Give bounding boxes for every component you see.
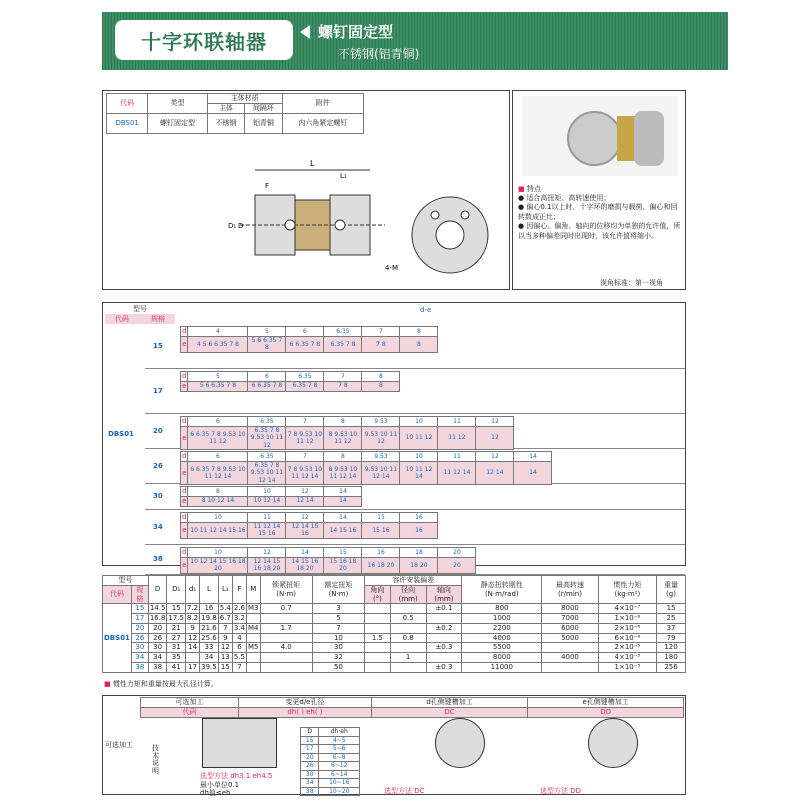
de-cell: 7 bbox=[286, 417, 324, 427]
de-cell: 15 16 18 20 bbox=[324, 557, 362, 573]
spec-cell: M3 bbox=[248, 604, 259, 613]
spec-cell bbox=[365, 653, 391, 663]
spec-cell bbox=[365, 662, 391, 672]
tech-note-label: 技术说明 bbox=[152, 744, 159, 776]
spec-cell bbox=[365, 643, 391, 653]
option-note-1: 选型方法 dh3.1 eh4.5 bbox=[200, 772, 273, 780]
de-cell: 10 bbox=[400, 452, 438, 462]
option-note-3: dh值≤eh bbox=[200, 789, 231, 797]
table-row bbox=[103, 623, 686, 633]
de-cell: 11 12 bbox=[438, 426, 476, 450]
keyway-cell: dh·eh bbox=[319, 728, 360, 737]
table-row bbox=[103, 662, 686, 672]
svg-text:D: D bbox=[238, 222, 244, 230]
size-spec: 38 bbox=[153, 555, 163, 563]
spec-cell: 33 bbox=[200, 643, 219, 653]
keyway-cell: D bbox=[301, 728, 319, 737]
de-cell: 8 bbox=[400, 327, 438, 337]
de-cell: 10 12 14 bbox=[248, 496, 286, 506]
de-cell: 14 bbox=[324, 496, 362, 506]
spec-cell: 256 bbox=[657, 662, 686, 672]
de-cell: 16 bbox=[362, 548, 400, 558]
de-cell: 5 6 6.35 7 8 bbox=[188, 381, 248, 391]
spec-cell bbox=[186, 653, 200, 663]
spec-cell: 13 bbox=[218, 653, 232, 663]
de-cell: 6.35 7 8 9.53 10 11 12 bbox=[248, 426, 286, 450]
de-cell: 14 bbox=[324, 513, 362, 523]
spec-cell: 4×10⁻⁷ bbox=[598, 604, 656, 614]
spec-cell bbox=[260, 633, 312, 643]
table-row bbox=[103, 643, 686, 653]
table-row bbox=[103, 614, 686, 624]
de-cell: 6 6.35 7 8 9.53 10 11 12 14 bbox=[188, 461, 248, 485]
spec-cell bbox=[390, 662, 426, 672]
spec-cell: ±0.1 bbox=[426, 604, 462, 614]
spec-cell: 16.8 bbox=[149, 614, 166, 622]
spec-cell bbox=[260, 614, 312, 624]
table-row bbox=[103, 604, 686, 614]
de-cell: 8 bbox=[324, 417, 362, 427]
size-code: DBS01 bbox=[108, 430, 134, 438]
spec-cell: 14.5 bbox=[149, 604, 166, 613]
size-row bbox=[145, 414, 685, 449]
spec-cell: 12 bbox=[186, 633, 200, 643]
de-cell: 9.53 10 11 12 14 bbox=[362, 461, 400, 485]
de-cell: 18 bbox=[400, 548, 438, 558]
spec-cell: 4×10⁻⁵ bbox=[598, 653, 656, 663]
option-drawing-1 bbox=[202, 718, 277, 768]
spec-cell: 6.7 bbox=[219, 614, 231, 622]
de-cell: 12 14 15 16 bbox=[286, 522, 324, 538]
spec-cell: 11000 bbox=[462, 662, 542, 672]
keyway-drawing-dd bbox=[588, 718, 638, 768]
spec-cell: 800 bbox=[462, 604, 542, 614]
de-cell: 8 bbox=[188, 487, 248, 497]
type-table: 代码 类型 主体材质 附件 主体 间隔环 DBS01 螺钉固定型 不锈钢 铝青铜 内六角紧定螺钉 bbox=[106, 93, 364, 134]
spec-cell bbox=[390, 643, 426, 653]
de-cell: 11 12 14 15 16 bbox=[248, 522, 286, 538]
de-cell: 11 12 14 bbox=[438, 461, 476, 485]
spec-cell: 19.8 bbox=[201, 614, 217, 622]
de-cell: 6.35 7 8 bbox=[324, 336, 362, 352]
spec-cell bbox=[247, 633, 261, 643]
de-cell: 10 bbox=[400, 417, 438, 427]
spec-cell: 1.7 bbox=[260, 623, 312, 633]
spec-cell: 5000 bbox=[542, 633, 598, 643]
keyway-cell: 10~20 bbox=[319, 787, 360, 796]
de-table: d 8 10 12 14 e 8 10 12 14 10 12 14 12 14 14 bbox=[180, 486, 362, 507]
de-cell: 8 9.53 10 11 12 bbox=[324, 426, 362, 450]
de-cell: 12 bbox=[248, 548, 286, 558]
spec-cell: 4 bbox=[232, 633, 246, 643]
spec-cell: 34 bbox=[148, 653, 167, 663]
de-cell: 6.35 bbox=[324, 327, 362, 337]
de-cell: 12 bbox=[286, 513, 324, 523]
spec-cell: 38 bbox=[131, 662, 148, 672]
de-cell: 18 20 bbox=[400, 557, 438, 573]
de-cell: 7 bbox=[286, 452, 324, 462]
de-cell: 10 11 12 bbox=[400, 426, 438, 450]
keyway-cell: 26 bbox=[301, 762, 319, 771]
spec-cell: 26 bbox=[131, 633, 148, 643]
spec-cell: 10 bbox=[312, 633, 364, 643]
size-row bbox=[145, 324, 685, 369]
spec-cell bbox=[247, 662, 261, 672]
svg-text:D₁: D₁ bbox=[228, 222, 237, 230]
option-select-dd: 选型方法 DD bbox=[540, 787, 582, 795]
product-photo bbox=[522, 96, 678, 176]
spec-cell: 5.4 bbox=[219, 604, 231, 613]
spec-cell: 25.6 bbox=[201, 633, 217, 642]
de-cell: 14 15 16 bbox=[324, 522, 362, 538]
de-cell: 12 bbox=[476, 417, 514, 427]
de-cell: 12 14 bbox=[476, 461, 514, 485]
page-title: 十字环联轴器 bbox=[115, 20, 293, 60]
spec-cell: 6000 bbox=[542, 623, 598, 633]
spec-cell: 3.4 bbox=[233, 623, 246, 632]
size-spec: 15 bbox=[153, 341, 163, 350]
de-cell: 7 8 9.53 10 11 12 14 bbox=[286, 461, 324, 485]
de-cell: 10 bbox=[188, 513, 248, 523]
spec-cell bbox=[260, 662, 312, 672]
keyway-cell: 30 bbox=[301, 770, 319, 779]
de-cell: 15 bbox=[362, 513, 400, 523]
spec-cell: 2.6 bbox=[233, 604, 246, 613]
spec-cell bbox=[390, 604, 426, 614]
spec-cell: 50 bbox=[312, 662, 364, 672]
spec-cell: M4 bbox=[248, 623, 259, 632]
size-row bbox=[145, 510, 685, 545]
spec-cell: ±0.3 bbox=[426, 643, 462, 653]
spec-cell: 6 bbox=[232, 643, 246, 653]
spec-cell: 15 bbox=[167, 604, 186, 614]
product-subtitle: 螺钉固定型 bbox=[318, 23, 394, 41]
features-list: ■ 特点 ● 适合高扭矩、高转速使用； ● 偏心0.1以上时，十字环的磨损与载荷、偏心和回转数成正比； ● 因偏心、偏角、轴向的位移均为单独的允许值，所以当多种偏差同时出现时，该允许值将缩小。 bbox=[518, 185, 681, 240]
svg-text:4-M: 4-M bbox=[385, 264, 399, 272]
spec-cell: 7.2 bbox=[187, 604, 199, 613]
spec-cell: 7000 bbox=[542, 614, 598, 624]
de-cell: 6.35 bbox=[248, 452, 286, 462]
spec-cell: 0.8 bbox=[390, 633, 426, 643]
keyway-cell: 5~6 bbox=[319, 745, 360, 754]
de-cell: 6 bbox=[286, 327, 324, 337]
de-cell: 9.53 bbox=[362, 452, 400, 462]
view-standard: 视角标准：第一视角 bbox=[600, 279, 663, 287]
spec-cell: 1000 bbox=[462, 614, 542, 624]
svg-text:F: F bbox=[265, 182, 270, 190]
de-cell: 20 bbox=[438, 548, 476, 558]
spec-cell: 32 bbox=[312, 653, 364, 663]
de-cell: 12 bbox=[286, 487, 324, 497]
spec-cell: 37 bbox=[657, 623, 686, 633]
spec-cell: 5500 bbox=[462, 643, 542, 653]
spec-cell: 20 bbox=[131, 623, 148, 633]
option-note-2: 最小单位0.1 bbox=[200, 781, 240, 789]
spec-cell: 2200 bbox=[462, 623, 542, 633]
de-cell: 6 6.35 7 8 bbox=[286, 336, 324, 352]
de-cell: 8 9.53 10 11 12 14 bbox=[324, 461, 362, 485]
de-cell: 12 bbox=[476, 426, 514, 450]
de-cell: 8 bbox=[362, 381, 400, 391]
spec-cell: 3.2 bbox=[233, 614, 246, 622]
size-model-head: 型号 代码 规格 bbox=[105, 304, 175, 324]
spec-cell: 5 bbox=[312, 614, 364, 624]
table-row bbox=[103, 633, 686, 643]
spec-cell: 31 bbox=[167, 643, 186, 653]
de-cell: 10 12 14 15 16 18 20 bbox=[188, 557, 248, 573]
spec-cell: 8.2 bbox=[187, 614, 199, 622]
spec-cell bbox=[365, 623, 391, 633]
table-row bbox=[103, 653, 686, 663]
size-spec: 17 bbox=[153, 386, 163, 395]
size-row bbox=[145, 449, 685, 484]
de-table: d 10 12 14 15 16 18 20 e 10 12 14 15 16 18 20 12 14 15 16 18 20 14 15 16 18 20 15 16 18 20 16 18 20 18 20 20 bbox=[180, 547, 476, 574]
de-cell: 6 bbox=[188, 417, 248, 427]
spec-cell: 30 bbox=[312, 643, 364, 653]
spec-table: 型号 D D₁ d₁ L L₁ F M 锁紧扭矩 (N·m) 额定扭矩 (N·m) 容许安装偏差 静态扭转刚性 (N·m/rad) 最高转速 (r/min) 惯性力矩 (kg·m²) 重量 (g) 代码 规格 角向(°) 径向(mm) 轴向(mm) DBS01 15 14.5 15 7.2 16 5.4 2.6 M3 0.7 3 ±0.1 800 8000 4×10⁻⁷ 15 17 16.8 17.5 8.2 19.8 6.7 3.2 5 0.5 1000 7000 1×10⁻⁶ 25 20 20 21 9 21.6 7 3.4 M4 1.7 7 ±0.2 2200 6000 2×10⁻⁶ 37 26 26 27 12 25.6 9 4 10 1.5 0.8 4000 5000 6×10⁻⁶ 79 30 30 31 14 33 12 6 M5 4.0 30 ±0.3 5500 2×10⁻⁵ 120 34 34 35 34 13 5.5 32 1 8000 4000 4×10⁻⁵ 180 38 38 41 17 39.5 15 7 50 ±0.3 11000 1×10⁻⁵ 256 bbox=[102, 575, 686, 673]
spec-cell: 6×10⁻⁶ bbox=[598, 633, 656, 643]
spec-cell: ±0.3 bbox=[426, 662, 462, 672]
spec-cell: 26 bbox=[148, 633, 167, 643]
spec-cell bbox=[426, 653, 462, 663]
spec-cell: 5.5 bbox=[233, 653, 246, 661]
de-cell: 14 bbox=[514, 452, 552, 462]
spec-cell bbox=[260, 653, 312, 663]
de-cell: 16 bbox=[400, 513, 438, 523]
spec-cell: 16 bbox=[200, 604, 219, 614]
keyway-cell: 38 bbox=[301, 787, 319, 796]
de-cell: 8 bbox=[362, 372, 400, 382]
keyway-cell: 15 bbox=[301, 736, 319, 745]
spec-code: DBS01 bbox=[103, 604, 132, 672]
de-table: d 6 6.35 7 8 9.53 10 11 12 14 e 6 6.35 7 8 9.53 10 11 12 14 6.35 7 8 9.53 10 11 12 14 7 8 9.53 10 11 12 14 8 9.53 10 11 12 14 9.53 10 11 12 14 10 11 12 14 11 12 14 12 14 14 bbox=[180, 451, 552, 485]
spec-cell: 1×10⁻⁵ bbox=[598, 662, 656, 672]
de-cell: 8 10 12 14 bbox=[188, 496, 248, 506]
de-cell: 6 6.35 7 8 9.53 10 11 12 bbox=[188, 426, 248, 450]
de-cell: 10 bbox=[188, 548, 248, 558]
de-cell: 6 6.35 7 8 bbox=[248, 381, 286, 391]
spec-cell: 14 bbox=[186, 643, 200, 653]
spec-cell: 0.5 bbox=[390, 614, 426, 624]
size-spec: 20 bbox=[153, 426, 163, 435]
svg-text:L: L bbox=[310, 159, 315, 168]
coupling-drawing bbox=[210, 150, 510, 285]
spec-cell: 17 bbox=[186, 662, 200, 672]
spec-cell: 38 bbox=[148, 662, 167, 672]
arrow-left-icon bbox=[300, 25, 310, 39]
spec-cell: 17.5 bbox=[168, 614, 184, 622]
de-cell: 15 16 bbox=[362, 522, 400, 538]
spec-cell: 15 bbox=[131, 604, 148, 614]
spec-cell: 1 bbox=[390, 653, 426, 663]
de-table: d 10 11 12 14 15 16 e 10 11 12 14 15 16 11 12 14 15 16 12 14 15 16 14 15 16 15 16 16 bbox=[180, 512, 438, 539]
size-row bbox=[145, 545, 685, 575]
spec-cell: 35 bbox=[167, 653, 186, 663]
spec-cell: 30 bbox=[131, 643, 148, 653]
de-table: d 4 5 6 6.35 7 8 e 4 5 6 6.35 7 8 5 6 6.35 7 8 6 6.35 7 8 6.35 7 8 7 8 8 bbox=[180, 326, 438, 353]
keyway-cell: 6~14 bbox=[319, 770, 360, 779]
de-table: d 6 6.35 7 8 9.53 10 11 12 e 6 6.35 7 8 9.53 10 11 12 6.35 7 8 9.53 10 11 12 7 8 9.53 10 11 12 8 9.53 10 11 12 9.53 10 11 12 10 11 12 11 12 12 bbox=[180, 416, 514, 450]
de-cell: 11 bbox=[438, 417, 476, 427]
de-cell: 8 bbox=[324, 452, 362, 462]
spec-cell: 8000 bbox=[542, 604, 598, 614]
de-cell: 5 bbox=[188, 372, 248, 382]
spec-cell: 20 bbox=[148, 623, 167, 633]
spec-cell: 4000 bbox=[542, 653, 598, 663]
spec-cell bbox=[247, 653, 261, 663]
svg-text:L₁: L₁ bbox=[340, 172, 347, 180]
de-cell: 9.53 10 11 12 bbox=[362, 426, 400, 450]
spec-cell: 7 bbox=[232, 662, 246, 672]
spec-cell: 9 bbox=[218, 633, 232, 643]
de-cell: 5 6 6.35 7 8 bbox=[248, 336, 286, 352]
spec-cell: 17 bbox=[131, 614, 148, 624]
de-cell: 5 bbox=[248, 327, 286, 337]
spec-cell: 34 bbox=[200, 653, 219, 663]
spec-cell: ±0.2 bbox=[426, 623, 462, 633]
de-cell: 12 14 bbox=[286, 496, 324, 506]
de-cell: 14 bbox=[324, 487, 362, 497]
de-cell: 12 bbox=[476, 452, 514, 462]
de-cell: 4 5 6 6.35 7 8 bbox=[188, 336, 248, 352]
de-cell: 6 bbox=[248, 372, 286, 382]
de-cell: 10 11 12 14 bbox=[400, 461, 438, 485]
de-cell: 4 bbox=[188, 327, 248, 337]
keyway-cell: 6~12 bbox=[319, 762, 360, 771]
de-cell: 14 15 16 18 20 bbox=[286, 557, 324, 573]
de-cell: 6.35 7 8 bbox=[286, 381, 324, 391]
spec-cell: 15 bbox=[218, 662, 232, 672]
spec-cell: 34 bbox=[131, 653, 148, 663]
spec-cell: 2×10⁻⁶ bbox=[598, 623, 656, 633]
options-table: 可选加工 变更d/e孔径 d孔侧键槽加工 e孔侧键槽加工 代码 dh( ) eh( ) DC DD bbox=[140, 697, 684, 718]
keyway-cell: 20 bbox=[301, 753, 319, 762]
de-cell: 7 bbox=[362, 327, 400, 337]
size-spec: 26 bbox=[153, 461, 163, 470]
de-cell: 7 8 bbox=[362, 336, 400, 352]
spec-cell: 39.5 bbox=[201, 662, 217, 671]
de-cell: 20 bbox=[438, 557, 476, 573]
keyway-drawing-dc bbox=[435, 718, 485, 768]
spec-cell bbox=[542, 643, 598, 653]
left-label: 可选加工 bbox=[105, 741, 133, 749]
material-subtitle: 不锈钢(铝青铜) bbox=[338, 47, 420, 61]
de-cell: 11 bbox=[248, 513, 286, 523]
de-cell: 11 bbox=[438, 452, 476, 462]
spec-cell bbox=[426, 633, 462, 643]
de-head: d-e bbox=[420, 306, 432, 314]
spec-cell bbox=[247, 614, 261, 624]
de-cell: 16 bbox=[400, 522, 438, 538]
spec-cell: 1.5 bbox=[365, 633, 391, 643]
keyway-cell: 4~5 bbox=[319, 736, 360, 745]
size-row bbox=[145, 484, 685, 510]
spec-cell: 2×10⁻⁵ bbox=[598, 643, 656, 653]
de-cell: 6.35 bbox=[286, 372, 324, 382]
spec-cell bbox=[542, 662, 598, 672]
keyway-cell: 6~8 bbox=[319, 753, 360, 762]
keyway-cell: 10~16 bbox=[319, 779, 360, 788]
spec-cell: 180 bbox=[657, 653, 686, 663]
spec-cell bbox=[390, 623, 426, 633]
spec-cell: 79 bbox=[657, 633, 686, 643]
de-cell: 6 bbox=[188, 452, 248, 462]
spec-cell: 12 bbox=[218, 643, 232, 653]
keyway-cell: 34 bbox=[301, 779, 319, 788]
spec-cell: 7 bbox=[218, 623, 232, 633]
de-cell: 9.53 bbox=[362, 417, 400, 427]
de-cell: 6.35 bbox=[248, 417, 286, 427]
spec-cell: 0.7 bbox=[260, 604, 312, 614]
spec-cell bbox=[365, 614, 391, 624]
de-cell: 10 11 12 14 15 16 bbox=[188, 522, 248, 538]
de-table: d 5 6 6.35 7 8 e 5 6 6.35 7 8 6 6.35 7 8 6.35 7 8 7 8 8 bbox=[180, 371, 400, 392]
spec-cell bbox=[365, 604, 391, 614]
spec-cell: 9 bbox=[186, 623, 200, 633]
spec-cell: 120 bbox=[657, 643, 686, 653]
spec-cell: 4.0 bbox=[260, 643, 312, 653]
de-cell: 7 8 bbox=[324, 381, 362, 391]
spec-cell: 21 bbox=[167, 623, 186, 633]
de-cell: 8 bbox=[400, 336, 438, 352]
spec-cell: 27 bbox=[167, 633, 186, 643]
spec-cell: 41 bbox=[167, 662, 186, 672]
size-spec: 34 bbox=[153, 522, 163, 531]
spec-cell bbox=[426, 614, 462, 624]
spec-cell: 30 bbox=[148, 643, 167, 653]
de-cell: 10 bbox=[248, 487, 286, 497]
de-cell: 12 14 15 16 18 20 bbox=[248, 557, 286, 573]
size-row bbox=[145, 369, 685, 414]
spec-cell: 25 bbox=[657, 614, 686, 624]
option-select-dc: 选型方法 DC bbox=[384, 787, 425, 795]
spec-note: ■ 惯性力矩和重量按最大孔径计算。 bbox=[104, 680, 218, 688]
keyway-cell: 17 bbox=[301, 745, 319, 754]
spec-cell: 3 bbox=[312, 604, 364, 614]
spec-cell: 4000 bbox=[462, 633, 542, 643]
de-cell: 15 bbox=[324, 548, 362, 558]
spec-cell: 15 bbox=[657, 604, 686, 614]
de-cell: 14 bbox=[514, 461, 552, 485]
de-cell: 6.35 7 8 9.53 10 11 12 14 bbox=[248, 461, 286, 485]
spec-cell: 7 bbox=[312, 623, 364, 633]
spec-cell: 21.6 bbox=[201, 623, 217, 632]
keyway-table bbox=[300, 727, 360, 796]
size-spec: 30 bbox=[153, 492, 163, 500]
spec-cell: 8000 bbox=[462, 653, 542, 663]
de-cell: 16 18 20 bbox=[362, 557, 400, 573]
de-cell: 14 bbox=[286, 548, 324, 558]
de-cell: 7 bbox=[324, 372, 362, 382]
spec-cell: 1×10⁻⁶ bbox=[598, 614, 656, 624]
spec-cell: M5 bbox=[248, 643, 259, 652]
de-cell: 7 8 9.53 10 11 12 bbox=[286, 426, 324, 450]
